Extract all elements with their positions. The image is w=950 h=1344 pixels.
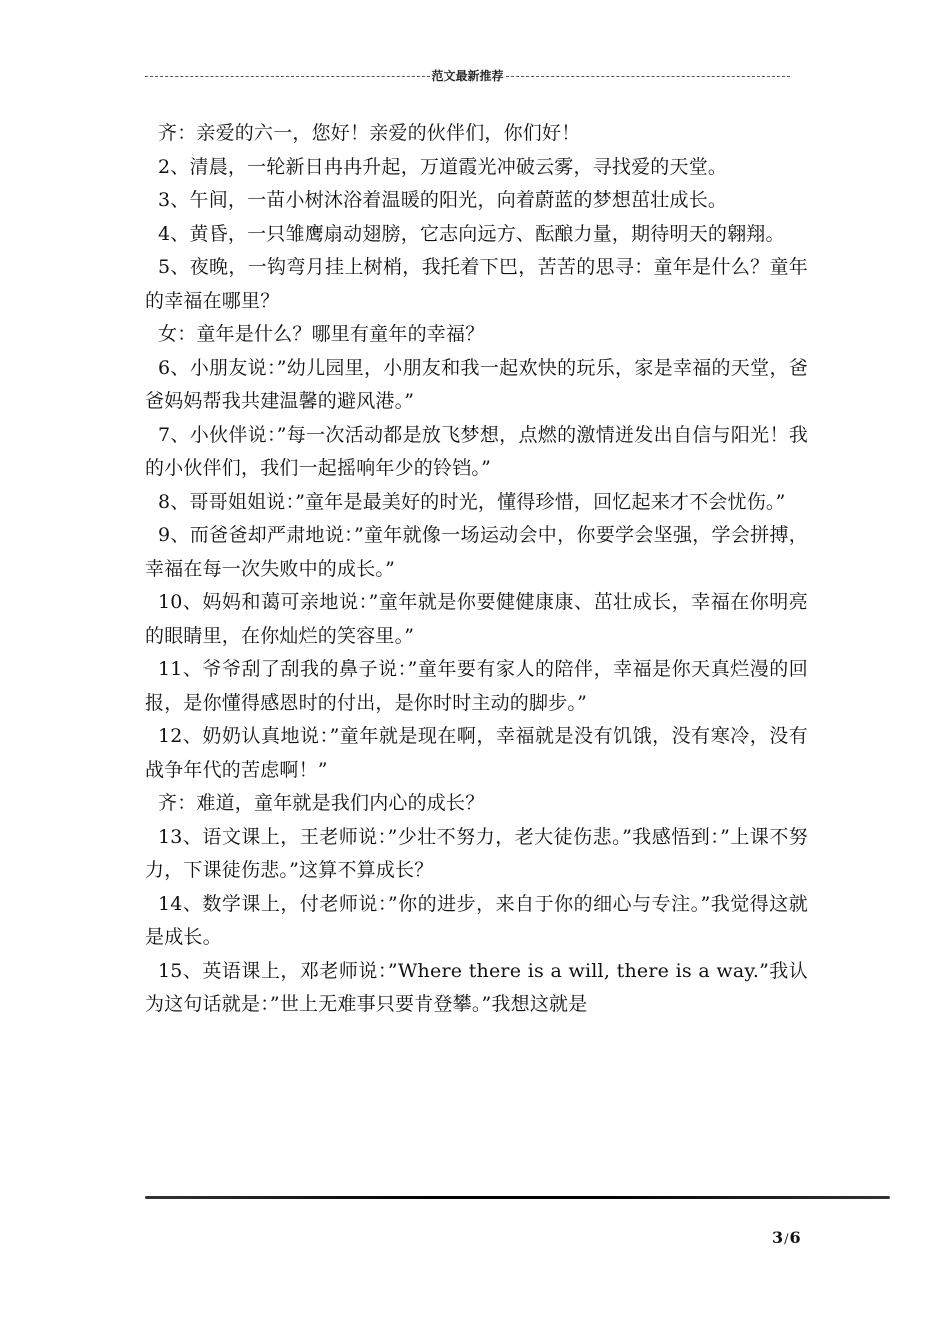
paragraph: 3、午间，一苗小树沐浴着温暖的阳光，向着蔚蓝的梦想茁壮成长。 [158, 189, 728, 211]
paragraph: 9、而爸爸却严肃地说：”童年就像一场运动会中，你要学会坚强，学会拼搏，幸福在每一次失败中的成长。” [145, 524, 808, 580]
page-separator: / [784, 1232, 789, 1247]
page-header [145, 66, 790, 84]
paragraph: 女：童年是什么？哪里有童年的幸福？ [158, 323, 485, 345]
paragraph: 12、奶奶认真地说：”童年就是现在啊，幸福就是没有饥饿，没有寒冷，没有战争年代的苦虑啊！” [145, 725, 808, 781]
page-number [772, 1228, 801, 1247]
paragraph: 齐：难道，童年就是我们内心的成长？ [158, 792, 485, 814]
paragraph: 10、妈妈和蔼可亲地说：”童年就是你要健健康康、茁壮成长，幸福在你明亮的眼睛里，在你灿烂的笑容里。” [145, 591, 808, 647]
paragraph: 11、爷爷刮了刮我的鼻子说：”童年要有家人的陪伴，幸福是你天真烂漫的回报，是你懂得感恩时的付出，是你时时主动的脚步。” [145, 658, 808, 714]
current-page: 3 [772, 1228, 784, 1247]
paragraph: 8、哥哥姐姐说：”童年是最美好的时光，懂得珍惜，回忆起来才不会忧伤。” [158, 490, 786, 513]
paragraph: 2、清晨，一轮新日冉冉升起，万道霞光冲破云雾，寻找爱的天堂。 [158, 155, 728, 178]
paragraph: 6、小朋友说：”幼儿园里，小朋友和我一起欢快的玩乐，家是幸福的天堂，爸爸妈妈帮我共建温馨的避风港。” [145, 356, 808, 412]
paragraph: 14、数学课上，付老师说：”你的进步，来自于你的细心与专注。”我觉得这就是成长。 [145, 892, 808, 948]
total-pages: 6 [789, 1228, 801, 1247]
paragraph: 13、语文课上，王老师说：”少壮不努力，老大徒伤悲。”我感悟到：”上课不努力，下课徒伤悲。”这算不算成长？ [145, 825, 808, 881]
paragraph: 4、黄昏，一只雏鹰扇动翅膀，它志向远方、酝酿力量，期待明天的翱翔。 [158, 222, 785, 245]
footer-rule [145, 1196, 890, 1199]
paragraph: 7、小伙伴说：”每一次活动都是放飞梦想，点燃的激情迸发出自信与阳光！我的小伙伴们，我们一起摇响年少的铃铛。” [145, 423, 808, 479]
header-dash-right [506, 76, 791, 77]
header-dash-left [145, 76, 430, 77]
paragraph: 齐：亲爱的六一，您好！亲爱的伙伴们，你们好！ [158, 122, 581, 144]
document-body [145, 117, 808, 1022]
header-title: 范文最新推荐 [431, 68, 504, 83]
paragraph: 15、英语课上，邓老师说：”Where there is a will, there is a way.”我认为这句话就是：”世上无难事只要肯登攀。”我想这就是 [145, 959, 808, 1015]
paragraph: 5、夜晚，一钩弯月挂上树梢，我托着下巴，苦苦的思寻：童年是什么？童年的幸福在哪里？ [145, 256, 808, 312]
